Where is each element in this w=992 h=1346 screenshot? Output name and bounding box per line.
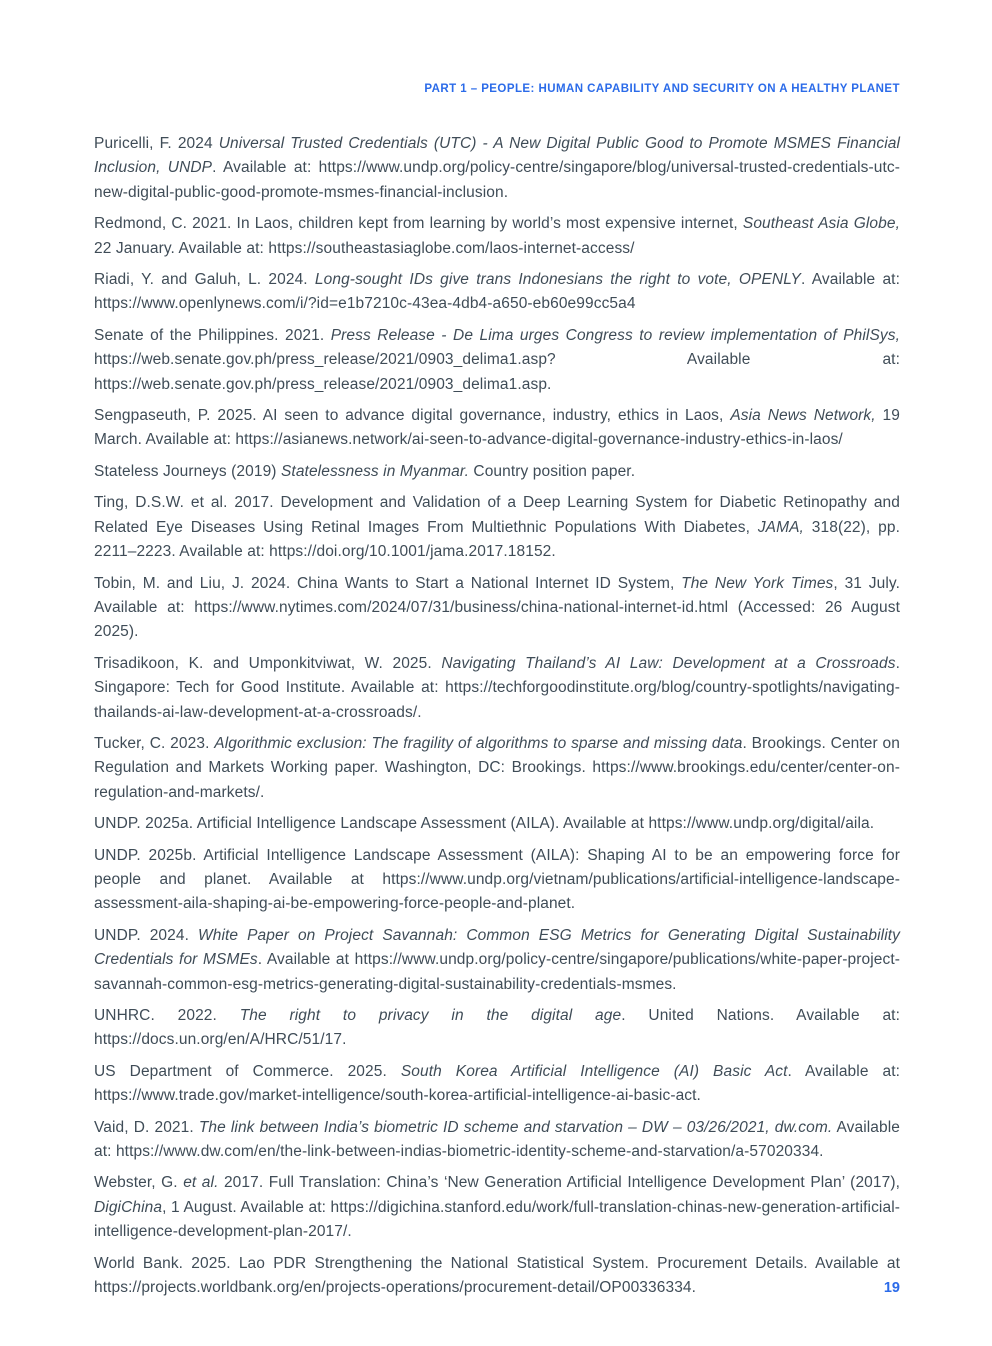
- reference-title-italic: JAMA,: [757, 518, 804, 536]
- reference-title-italic: Southeast Asia Globe,: [742, 215, 900, 233]
- reference-entry: [94, 812, 900, 836]
- reference-title-italic: DigiChina: [94, 1198, 163, 1216]
- reference-text: Vaid, D. 2021.: [94, 1118, 199, 1136]
- reference-entry: [94, 132, 900, 205]
- reference-text: US Department of Commerce. 2025.: [94, 1062, 401, 1080]
- reference-text: Webster, G.: [94, 1174, 184, 1192]
- reference-entry: [94, 1004, 900, 1053]
- reference-text: 318(22), pp. 2211–2223. Available at: https://doi.org/10.1001/jama.2017.18152.: [94, 518, 900, 561]
- reference-title-italic: Universal Trusted Credentials (UTC) - A New Digital Public Good to Promote MSMES Financial Inclusion, UNDP: [94, 135, 901, 177]
- reference-entry: [94, 652, 900, 725]
- reference-title-italic: et al.: [183, 1174, 219, 1192]
- reference-text: . United Nations. Available at: https://docs.un.org/en/A/HRC/51/17.: [94, 1007, 900, 1049]
- reference-entry: [94, 1116, 900, 1165]
- reference-entry: [94, 844, 900, 917]
- reference-text: UNDP. 2024.: [94, 926, 198, 944]
- page-number: 19: [883, 1280, 900, 1296]
- reference-text: . Available at: https://www.trade.gov/market-intelligence/south-korea-artificial-intelligence-ai-basic-act.: [94, 1062, 901, 1105]
- reference-text: Ting, D.S.W. et al. 2017. Development and Validation of a Deep Learning System for Diabetic Retinopathy and Related Eye Diseases Using Retinal Images From Multiethnic Populations With Diabetes,: [94, 494, 900, 536]
- reference-entry: [94, 491, 900, 564]
- reference-entry: [94, 460, 900, 484]
- reference-entry: [94, 1171, 900, 1244]
- reference-text: UNHRC. 2022.: [94, 1007, 240, 1024]
- reference-title-italic: White Paper on Project Savannah: Common ESG Metrics for Generating Digital Sustainability Credentials for MSMEs: [94, 926, 900, 969]
- reference-title-italic: Statelessness in Myanmar.: [280, 462, 469, 480]
- reference-entry: [94, 212, 900, 261]
- reference-text: Stateless Journeys (2019): [94, 462, 281, 480]
- reference-text: . Available at: https://www.undp.org/policy-centre/singapore/blog/universal-trusted-credentials-utc-new-digital-public-good-promote-msmes-financial-inclusion.: [94, 159, 900, 201]
- reference-title-italic: Asia News Network,: [730, 407, 876, 425]
- reference-text: 19 March. Available at: https://asianews.network/ai-seen-to-advance-digital-governance-industry-ethics-in-laos/: [94, 407, 901, 449]
- reference-title-italic: Press Release - De Lima urges Congress to review implementation of PhilSys,: [330, 326, 900, 344]
- reference-text: UNDP. 2025a. Artificial Intelligence Landscape Assessment (AILA). Available at https://www.undp.org/digital/aila.: [94, 815, 875, 833]
- reference-text: 2017. Full Translation: China’s ‘New Generation Artificial Intelligence Development Plan’ (2017),: [218, 1174, 900, 1192]
- reference-text: Puricelli, F. 2024: [94, 135, 219, 152]
- reference-entry: [94, 324, 900, 397]
- reference-text: Trisadikoon, K. and Umponkitviwat, W. 2025.: [94, 654, 442, 672]
- reference-text: Tobin, M. and Liu, J. 2024. China Wants to Start a National Internet ID System,: [94, 574, 682, 592]
- reference-text: Tucker, C. 2023.: [94, 734, 215, 752]
- reference-text: . Available at: https://www.openlynews.com/i/?id=e1b7210c-43ea-4db4-a650-eb60e99cc5a4: [94, 271, 900, 313]
- reference-text: https://web.senate.gov.ph/press_release/2021/0903_delima1.asp? Available at: https://web.senate.gov.ph/press_release/2021/0903_delima1.asp.: [94, 351, 900, 393]
- reference-entry: [94, 732, 900, 805]
- reference-entry: [94, 924, 900, 997]
- reference-text: . Brookings. Center on Regulation and Markets Working paper. Washington, DC: Brookings. https://www.brookings.edu/center/center-on-regulation-and-markets/.: [94, 734, 900, 801]
- reference-text: 22 January. Available at: https://southeastasiaglobe.com/laos-internet-access/: [94, 239, 635, 257]
- reference-text: Sengpaseuth, P. 2025. AI seen to advance digital governance, industry, ethics in Laos,: [94, 407, 731, 425]
- reference-text: , 1 August. Available at: https://digichina.stanford.edu/work/full-translation-chinas-new-generation-artificial-intelligence-development-plan-2017/.: [94, 1198, 900, 1241]
- reference-title-italic: The New York Times: [681, 574, 834, 592]
- reference-text: . Available at https://www.undp.org/policy-centre/singapore/publications/white-paper-project-savannah-common-esg-metrics-generating-digital-sustainability-credentials-msmes.: [94, 951, 901, 993]
- reference-entry: [94, 268, 900, 317]
- reference-title-italic: The link between India’s biometric ID scheme and starvation – DW – 03/26/2021, dw.com.: [198, 1118, 833, 1136]
- reference-text: Available at: https://www.dw.com/en/the-link-between-indias-biometric-identity-scheme-and-starvation/a-57020334.: [94, 1118, 901, 1161]
- reference-text: , 31 July. Available at: https://www.nytimes.com/2024/07/31/business/china-national-internet-id.html (Accessed: 26 August 2025).: [94, 574, 900, 641]
- reference-text: Senate of the Philippines. 2021.: [94, 326, 331, 344]
- reference-text: Riadi, Y. and Galuh, L. 2024.: [94, 271, 315, 289]
- reference-entry: [94, 404, 900, 453]
- reference-title-italic: The right to privacy in the digital age: [239, 1007, 622, 1024]
- reference-text: UNDP. 2025b. Artificial Intelligence Landscape Assessment (AILA): Shaping AI to be an empowering force for people and planet. Available at https://www.undp.org/vietnam/publications/artificial-intelligence-landscape-assessment-aila-shaping-ai-be-empowering-force-people-and-planet.: [94, 846, 900, 913]
- reference-entry: [94, 572, 900, 645]
- reference-entry: [94, 1060, 900, 1109]
- reference-title-italic: Long-sought IDs give trans Indonesians the right to vote, OPENLY: [314, 271, 801, 289]
- reference-text: . Singapore: Tech for Good Institute. Available at: https://techforgoodinstitute.org/blog/country-spotlights/navigating-thailands-ai-law-development-at-a-crossroads/.: [94, 654, 900, 721]
- reference-title-italic: Navigating Thailand’s AI Law: Development at a Crossroads: [441, 654, 896, 672]
- reference-text: Redmond, C. 2021. In Laos, children kept from learning by world’s most expensive internet,: [94, 215, 743, 233]
- reference-title-italic: Algorithmic exclusion: The fragility of algorithms to sparse and missing data: [214, 734, 743, 752]
- references-list: [94, 132, 900, 1307]
- reference-title-italic: South Korea Artificial Intelligence (AI) Basic Act: [400, 1062, 788, 1080]
- reference-text: Country position paper.: [469, 462, 636, 480]
- running-header: PART 1 – PEOPLE: HUMAN CAPABILITY AND SECURITY ON A HEALTHY PLANET: [424, 83, 900, 95]
- reference-text: World Bank. 2025. Lao PDR Strengthening the National Statistical System. Procurement Details. Available at https://projects.worldbank.org/en/projects-operations/procurement-detail/OP00336334.: [94, 1254, 900, 1297]
